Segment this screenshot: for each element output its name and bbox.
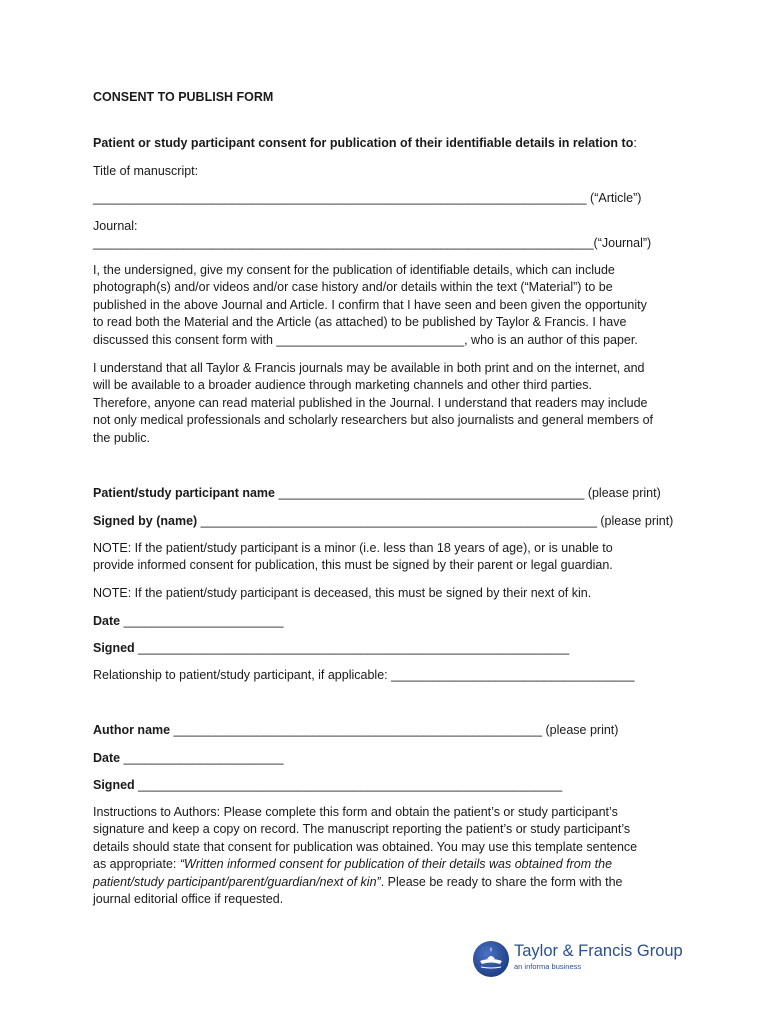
consent-line: photograph(s) and/or videos and/or case history and/or details within the text (“Material”) to be <box>93 280 613 295</box>
patient-date-row <box>93 613 283 629</box>
consent-line: discussed this consent form with ___________________________, who is an author of this paper. <box>93 332 638 347</box>
logo-name: Taylor & Francis Group <box>514 942 683 960</box>
instructions-line: journal editorial office if requested. <box>93 892 284 907</box>
patient-name-field[interactable]: ____________________________________________ (please print) <box>274 486 661 500</box>
patient-signed-label: Signed <box>93 641 135 655</box>
intro-text: Patient or study participant consent for publication of their identifiable details in relation to <box>93 136 634 150</box>
patient-date-field[interactable]: _______________________ <box>120 614 284 628</box>
instructions-line: signature and keep a copy on record. The manuscript reporting the patient’s or study participant’s <box>93 822 631 837</box>
patient-date-label: Date <box>93 614 121 628</box>
author-date-label: Date <box>93 751 121 765</box>
journal-label: Journal: <box>93 219 138 233</box>
understand-line: not only medical professionals and scholarly researchers but also journalists and general members of <box>93 413 654 428</box>
patient-name-label: Patient/study participant name <box>93 486 275 500</box>
journal-field[interactable]: ________________________________________________________________________(“Journal”) <box>93 236 652 250</box>
author-signed-row <box>93 777 562 793</box>
consent-line: to read both the Material and the Article (as attached) to be published by Taylor & Francis. I have <box>93 315 627 330</box>
instructions-line: Instructions to Authors: Please complete this form and obtain the patient’s or study participant’s <box>93 805 618 819</box>
instructions-line <box>93 856 681 873</box>
relationship-field[interactable]: Relationship to patient/study participant, if applicable: ___________________________________ <box>93 668 635 682</box>
logo-tagline: an informa business <box>514 962 582 971</box>
patient-name-row <box>93 485 661 501</box>
author-name-row <box>93 722 618 738</box>
taylor-francis-lamp-icon <box>472 940 510 978</box>
author-date-row <box>93 750 283 766</box>
understand-paragraph <box>93 360 681 447</box>
author-signed-field[interactable]: _____________________________________________________________ <box>134 778 563 792</box>
understand-line: will be available to a broader audience through marketing channels and other third parties. <box>93 378 592 393</box>
taylor-francis-logo <box>472 940 682 980</box>
note-minor <box>93 540 681 575</box>
manuscript-label: Title of manuscript: <box>93 164 199 178</box>
instructions-suffix: . Please be ready to share the form with the <box>380 874 623 889</box>
understand-line: Therefore, anyone can read material published in the Journal. I understand that readers may include <box>93 395 648 410</box>
author-name-label: Author name <box>93 723 171 737</box>
note-deceased: NOTE: If the patient/study participant is deceased, this must be signed by their next of kin. <box>93 586 592 600</box>
article-field[interactable]: _______________________________________________________________________ (“Article”) <box>93 191 642 205</box>
patient-signed-field[interactable]: ______________________________________________________________ <box>134 641 570 655</box>
signed-by-label: Signed by (name) <box>93 514 198 528</box>
signed-by-field[interactable]: _________________________________________________________ (please print) <box>197 514 674 528</box>
consent-paragraph <box>93 262 681 349</box>
signed-by-row <box>93 513 673 529</box>
author-name-field[interactable]: _____________________________________________________ (please print) <box>170 723 619 737</box>
form-title: CONSENT TO PUBLISH FORM <box>93 90 274 104</box>
template-sentence-end: patient/study participant/parent/guardian/next of kin” <box>93 874 381 889</box>
instructions-prefix: as appropriate: <box>93 857 180 872</box>
understand-line: the public. <box>93 430 150 445</box>
instructions-paragraph <box>93 804 681 908</box>
author-date-field[interactable]: _______________________ <box>120 751 284 765</box>
instructions-line <box>93 874 681 891</box>
author-signed-label: Signed <box>93 778 135 792</box>
intro-line <box>93 135 637 151</box>
consent-line: I, the undersigned, give my consent for the publication of identifiable details, which can include <box>93 263 615 277</box>
note-minor-line: provide informed consent for publication, this must be signed by their parent or legal guardian. <box>93 558 613 573</box>
note-minor-line: NOTE: If the patient/study participant is a minor (i.e. less than 18 years of age), or is unable to <box>93 541 613 555</box>
understand-line: I understand that all Taylor & Francis journals may be available in both print and on the internet, and <box>93 361 645 375</box>
template-sentence-start: “Written informed consent for publication of their details was obtained from the <box>179 857 613 872</box>
consent-line: published in the above Journal and Article. I confirm that I have seen and been given the opportunity <box>93 297 647 312</box>
patient-signed-row <box>93 640 569 656</box>
intro-colon: : <box>633 136 637 150</box>
instructions-line: details should state that consent for publication was obtained. You may use this template sentence <box>93 839 638 854</box>
